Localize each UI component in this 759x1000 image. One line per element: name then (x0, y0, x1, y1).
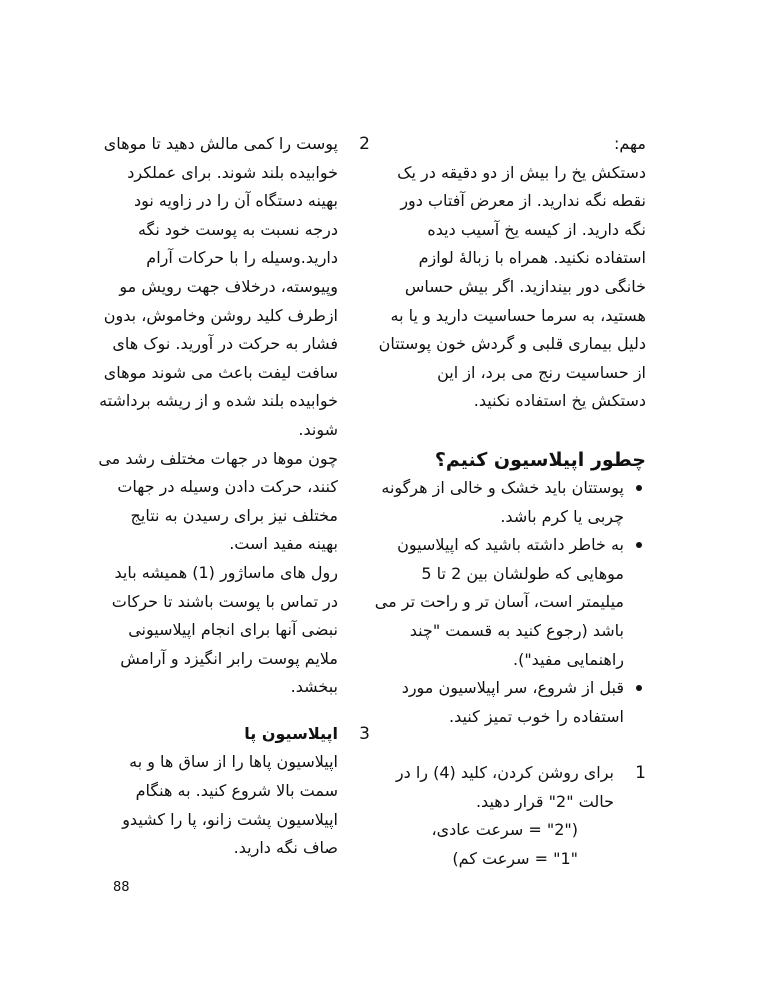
bullet-line: به خاطر داشته باشید که اپیلاسیون (397, 535, 624, 555)
step-line: صاف نگه دارید. (233, 838, 338, 858)
step-number: 1 (635, 763, 646, 784)
bullet-dot-icon (636, 685, 642, 691)
step-line: کنند، حرکت دادن وسیله در جهات (117, 477, 338, 497)
step-line: خوابیده بلند شده و از ریشه برداشته (99, 391, 338, 411)
step-line: ازطرف کلید روشن وخاموش، بدون (103, 305, 338, 325)
step-line: فشار به حرکت در آورید. نوک های (112, 334, 338, 354)
step-line: شوند. (298, 419, 338, 439)
left-column (98, 130, 370, 863)
step-line: ملایم پوست رابر انگیزد و آرامش (120, 648, 338, 668)
section-heading: چطور اپیلاسیون کنیم؟ (434, 448, 646, 471)
important-line: از حساسیت رنج می برد، از این (437, 362, 646, 382)
bullet-line: قبل از شروع، سر اپیلاسیون مورد (401, 678, 624, 698)
important-line: استفاده نکنید. همراه با زبالهٔ لوازم (418, 248, 646, 268)
important-line: نگه دارید. از کیسه یخ آسیب دیده (427, 219, 646, 239)
step-line: اپیلاسیون پشت زانو، پا را کشیدو (122, 809, 338, 829)
step-line: سمت بالا شروع کنید. به هنگام (135, 781, 338, 801)
bullet-item (384, 674, 646, 731)
bullet-list (374, 474, 646, 731)
step-line: دارید.وسیله را با حرکات آرام (146, 248, 338, 268)
step-line: ببخشد. (290, 677, 338, 697)
important-line: دستکش یخ را بیش از دو دقیقه در یک (397, 162, 646, 182)
bullet-dot-icon (636, 542, 642, 548)
step-line: رول های ماساژور (1) همیشه باید (114, 562, 338, 582)
step-line: وپیوسته، درخلاف جهت رویش مو (119, 276, 338, 296)
step-number: 3 (359, 723, 370, 744)
bullet-item (381, 474, 646, 531)
important-line: هستید، به سرما حساسیت دارید و یا به (390, 305, 646, 325)
step-line: "1" = سرعت کم) (452, 849, 578, 869)
step-number: 2 (359, 134, 370, 154)
bullet-line: استفاده را خوب تمیز کنید. (448, 706, 624, 726)
bullet-line: چربی یا کرم باشد. (500, 506, 624, 526)
important-note (378, 130, 646, 416)
bullet-line: راهنمایی مفید"). (512, 649, 624, 669)
step-3 (98, 720, 370, 863)
bullet-item (374, 531, 646, 674)
step-line: برای روشن کردن، کلید (4) را در (395, 763, 614, 783)
bullet-line: باشد (رجوع کنید به قسمت "چند (409, 620, 624, 640)
step-line: اپیلاسیون پاها را از ساق ها و به (129, 752, 338, 772)
step-title: اپیلاسیون پا (244, 723, 338, 743)
important-label: مهم: (614, 134, 646, 153)
step-line: نبضی آنها برای انجام اپیلاسیونی (128, 620, 338, 640)
bullet-dot-icon (636, 485, 642, 491)
important-line: نقطه نگه ندارید. از معرض آفتاب دور (400, 191, 646, 211)
important-line: دلیل بیماری قلبی و گردش خون پوستتان (378, 334, 646, 354)
step-line: مختلف نیز برای رسیدن به نتایج (130, 505, 338, 525)
step-line: درجه نسبت به پوست خود نگه (137, 219, 338, 239)
step-line: در تماس با پوست باشند تا حرکات (111, 591, 338, 611)
step-line: ("2" = سرعت عادی، (431, 820, 578, 840)
important-line: دستکش یخ استفاده نکنید. (473, 391, 646, 411)
important-line: خانگی دور بیندازید. اگر بیش حساس (404, 276, 646, 296)
page-number: 88 (113, 880, 130, 895)
step-line: چون موها در جهات مختلف رشد می (98, 448, 338, 468)
step-2 (98, 130, 370, 702)
bullet-line: میلیمتر است، آسان تر و راحت تر می (374, 592, 624, 612)
step-line: بهینه مفید است. (229, 534, 338, 554)
bullet-line: موهایی که طولشان بین 2 تا 5 (421, 563, 624, 583)
step-1 (384, 759, 646, 873)
right-column (374, 130, 646, 874)
step-line: پوست را کمی مالش دهید تا موهای (103, 134, 338, 153)
step-line: سافت لیفت باعث می شوند موهای (103, 362, 338, 382)
step-line: حالت "2" قرار دهید. (475, 791, 614, 811)
step-line: بهینه دستگاه آن را در زاویه نود (133, 191, 338, 211)
step-line: خوابیده بلند شوند. برای عملکرد (127, 162, 338, 182)
bullet-line: پوستتان باید خشک و خالی از هرگونه (381, 477, 624, 497)
